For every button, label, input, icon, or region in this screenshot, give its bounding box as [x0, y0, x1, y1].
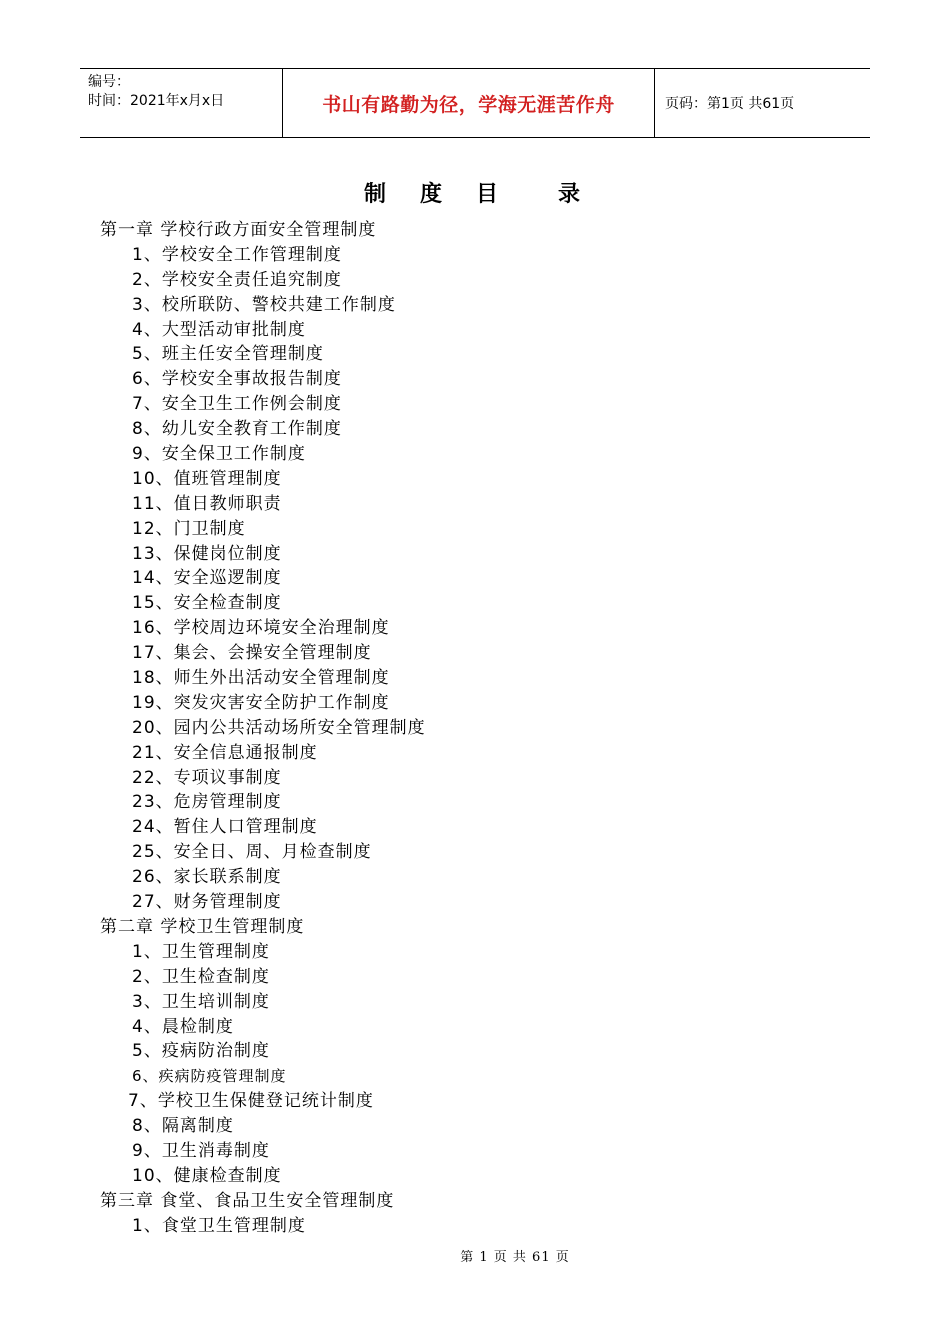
toc-item: 1、食堂卫生管理制度: [132, 1215, 306, 1236]
toc-item: 3、校所联防、警校共建工作制度: [132, 294, 396, 315]
toc-item: 4、大型活动审批制度: [132, 319, 306, 340]
page-header: [80, 68, 870, 138]
toc-item: 17、集会、会操安全管理制度: [132, 643, 372, 664]
toc-item: 11、值日教师职责: [132, 493, 282, 514]
toc-item: 4、晨检制度: [132, 1016, 234, 1037]
toc-item: 6、疾病防疫管理制度: [132, 1067, 287, 1086]
toc-item: 5、班主任安全管理制度: [132, 344, 324, 365]
toc-item: 15、安全检查制度: [132, 593, 282, 614]
toc-chapter: 第二章 学校卫生管理制度: [100, 916, 305, 937]
toc-item: 7、学校卫生保健登记统计制度: [128, 1091, 374, 1112]
toc-item: 18、师生外出活动安全管理制度: [132, 668, 390, 689]
toc-item: 3、卫生培训制度: [132, 991, 270, 1012]
toc-item: 7、安全卫生工作例会制度: [132, 394, 342, 415]
document-date: 时间：2021年x月x日: [88, 93, 225, 109]
header-page-info: 页码：第1页 共61页: [665, 96, 795, 112]
toc-item: 12、门卫制度: [132, 518, 246, 539]
title-char: 录: [558, 182, 587, 207]
toc-item: 1、卫生管理制度: [132, 941, 270, 962]
toc-item: 27、财务管理制度: [132, 892, 282, 913]
toc-item: 22、专项议事制度: [132, 767, 282, 788]
toc-item: 26、家长联系制度: [132, 867, 282, 888]
toc-item: 25、安全日、周、月检查制度: [132, 842, 372, 863]
document-number-label: 编号：: [88, 74, 130, 90]
header-meta: [80, 69, 282, 137]
header-motto: 书山有路勤为径，学海无涯苦作舟: [282, 69, 655, 137]
toc-item: 2、学校安全责任追究制度: [132, 269, 342, 290]
toc-item: 14、安全巡逻制度: [132, 568, 282, 589]
toc-item: 1、学校安全工作管理制度: [132, 244, 342, 265]
toc-item: 9、安全保卫工作制度: [132, 444, 306, 465]
toc-item: 2、卫生检查制度: [132, 966, 270, 987]
toc-item: 16、学校周边环境安全治理制度: [132, 618, 390, 639]
toc-item: 23、危房管理制度: [132, 792, 282, 813]
table-of-contents: [0, 218, 950, 1239]
toc-item: 20、园内公共活动场所安全管理制度: [132, 717, 426, 738]
title-char: 目: [476, 182, 505, 207]
toc-item: 8、隔离制度: [132, 1116, 234, 1137]
toc-item: 21、安全信息通报制度: [132, 742, 318, 763]
title-char: 制: [363, 182, 392, 207]
toc-chapter: 第一章 学校行政方面安全管理制度: [100, 220, 377, 240]
toc-chapter: 第三章 食堂、食品卫生安全管理制度: [100, 1190, 395, 1211]
toc-item: 9、卫生消毒制度: [132, 1140, 270, 1161]
toc-item: 5、疫病防治制度: [132, 1041, 270, 1062]
toc-item: 10、值班管理制度: [132, 468, 282, 489]
toc-item: 24、暂住人口管理制度: [132, 817, 318, 838]
page-footer: 第 1 页 共 61 页: [460, 1250, 570, 1265]
toc-item: 10、健康检查制度: [132, 1165, 282, 1186]
page-title: [0, 177, 950, 208]
toc-item: 6、学校安全事故报告制度: [132, 369, 342, 390]
toc-item: 13、保健岗位制度: [132, 543, 282, 564]
toc-item: 8、幼儿安全教育工作制度: [132, 419, 342, 440]
title-char: 度: [419, 182, 448, 207]
toc-item: 19、突发灾害安全防护工作制度: [132, 692, 390, 713]
